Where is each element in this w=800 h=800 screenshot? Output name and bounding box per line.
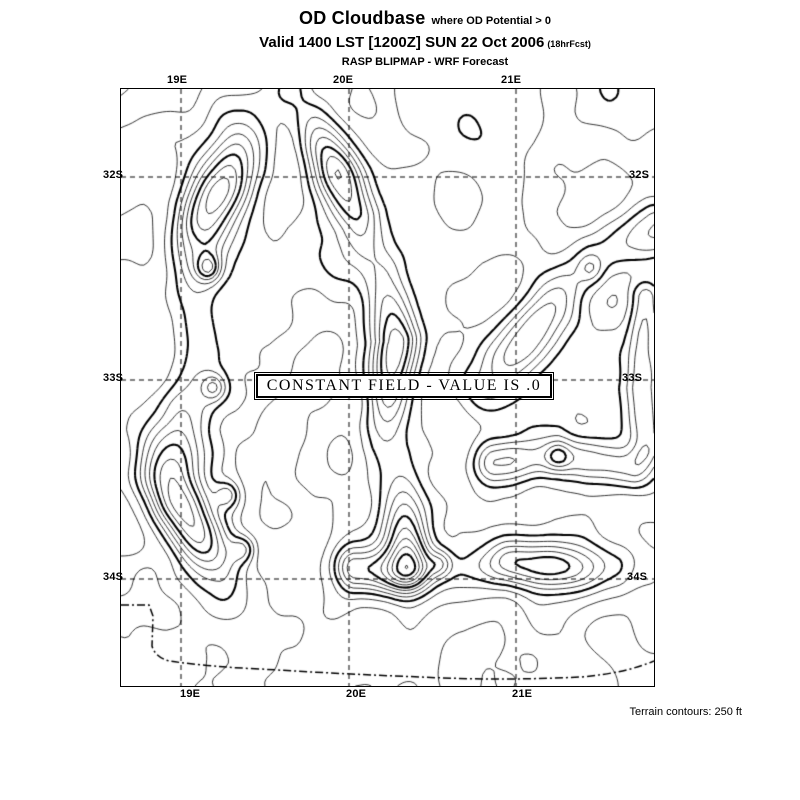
title-line — [50, 8, 800, 31]
lat-label-left-32s: 32S — [103, 169, 124, 181]
valid-time-line — [50, 33, 800, 54]
lat-label-left-34s: 34S — [103, 571, 124, 583]
lon-label-top-20e: 20E — [333, 74, 354, 86]
product-name: RASP BLIPMAP - WRF Forecast — [341, 56, 509, 68]
page-title: OD Cloudbase — [299, 8, 426, 28]
lon-label-bottom-20e: 20E — [346, 688, 367, 700]
lat-label-right-34s: 34S — [627, 571, 648, 583]
lat-label-left-33s: 33S — [103, 372, 124, 384]
valid-time: Valid 1400 LST [1200Z] SUN 22 Oct 2006 — [259, 34, 545, 51]
header — [0, 8, 800, 70]
constant-field-banner: CONSTANT FIELD - VALUE IS .0 — [256, 374, 552, 398]
lon-label-bottom-19e: 19E — [180, 688, 201, 700]
lon-label-bottom-21e: 21E — [512, 688, 533, 700]
lon-label-top-19e: 19E — [167, 74, 188, 86]
lat-label-right-33s: 33S — [622, 372, 643, 384]
lat-label-right-32s: 32S — [629, 169, 650, 181]
forecast-hour-tag: (18hrFcst) — [547, 39, 591, 49]
terrain-contours-footnote: Terrain contours: 250 ft — [629, 706, 742, 718]
title-qualifier: where OD Potential > 0 — [431, 15, 551, 27]
map-frame — [120, 88, 655, 687]
lon-label-top-21e: 21E — [501, 74, 522, 86]
